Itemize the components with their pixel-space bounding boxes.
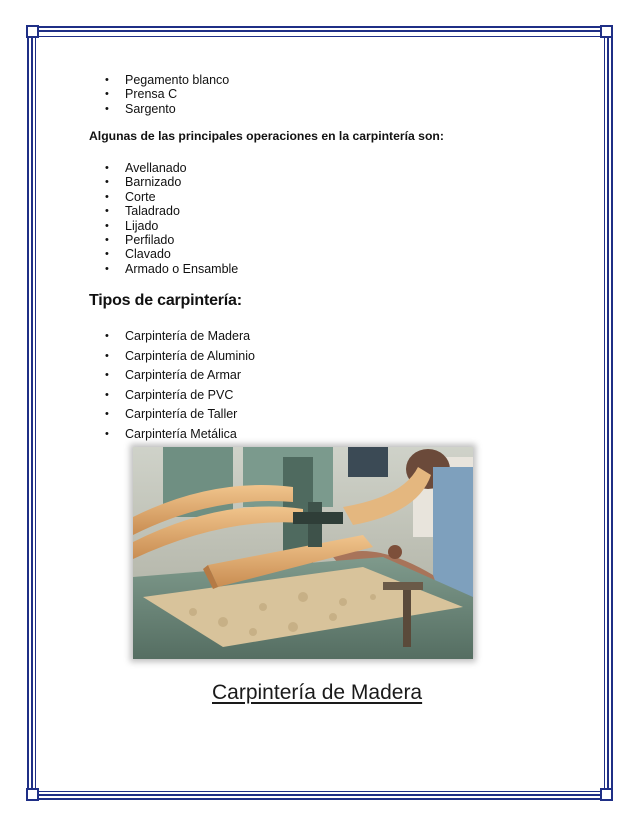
types-list [105,327,255,445]
carpentry-type-item: • Carpintería de Armar [105,366,255,386]
carpentry-type-item: • Carpintería de Taller [105,405,255,425]
carpentry-type-item: • Carpintería de PVC [105,386,255,406]
tool-list-item: • Pegamento blanco [105,73,229,87]
operation-list-item: • Perfilado [105,233,238,247]
operation-list-item: • Avellanado [105,161,238,175]
operations-heading: Algunas de las principales operaciones en la carpintería son: [89,129,444,143]
operations-list [105,161,238,276]
tool-list-item: • Prensa C [105,87,229,101]
carpentry-type-item: • Carpintería de Aluminio [105,347,255,367]
carpentry-photo [133,447,473,659]
photo-caption: Carpintería de Madera [212,681,423,704]
tool-list-item: • Sargento [105,102,229,116]
carpentry-type-item: • Carpintería Metálica [105,425,255,445]
operation-list-item: • Corte [105,190,238,204]
operation-list-item: • Lijado [105,219,238,233]
tools-list [105,73,229,116]
operation-list-item: • Barnizado [105,175,238,189]
carpentry-type-item: • Carpintería de Madera [105,327,255,347]
operation-list-item: • Taladrado [105,204,238,218]
types-heading: Tipos de carpintería: [89,292,242,309]
operation-list-item: • Armado o Ensamble [105,262,238,276]
operation-list-item: • Clavado [105,247,238,261]
